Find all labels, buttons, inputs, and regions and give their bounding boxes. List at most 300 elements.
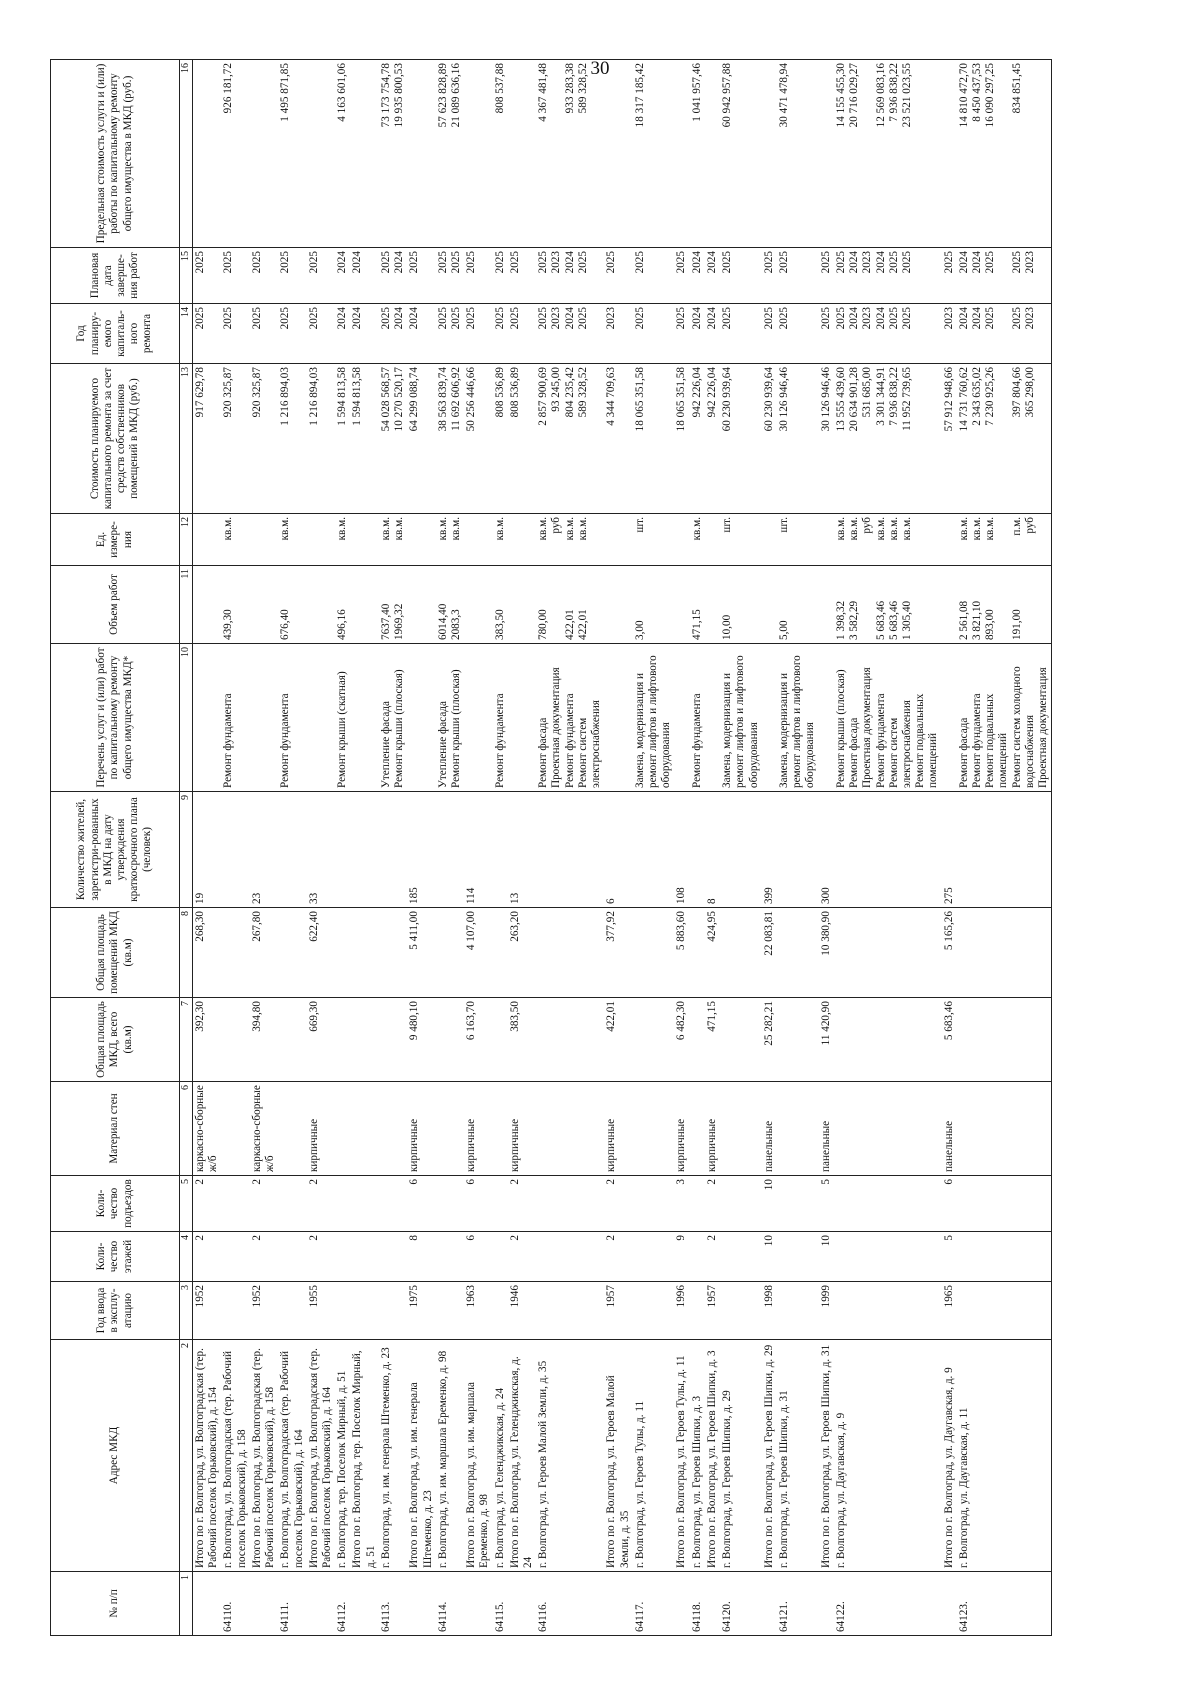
cell-col-14: 2025 <box>819 304 834 364</box>
cell-col-8 <box>221 908 249 998</box>
cell-col-16: 1 041 957,46 <box>690 60 705 248</box>
cell-col-13: 942 226,04 <box>705 364 720 514</box>
cell-col-16: 4 163 601,06 <box>335 60 350 248</box>
cell-col-13: 18 065 351,58 <box>633 364 675 514</box>
rotated-sheet <box>50 60 1150 1636</box>
cell-col-7 <box>278 998 306 1082</box>
cell-col-3: 1998 <box>762 1282 777 1340</box>
page-number: 30 <box>590 58 610 79</box>
cell-col-14: 2025 <box>493 304 508 364</box>
column-header-2: Адрес МКД <box>51 1340 180 1572</box>
cell-col-12 <box>819 514 834 566</box>
cell-col-10 <box>250 644 278 792</box>
cell-col-16 <box>508 60 536 248</box>
table-row <box>957 60 1052 1636</box>
cell-col-10: Ремонт фундамента <box>221 644 249 792</box>
cell-col-6 <box>633 1082 675 1176</box>
cell-col-16 <box>464 60 492 248</box>
cell-col-3 <box>221 1282 249 1340</box>
cell-col-12: кв.м. <box>690 514 705 566</box>
cell-col-9 <box>221 792 249 908</box>
cell-col-3 <box>957 1282 1052 1340</box>
cell-col-1 <box>819 1572 834 1636</box>
cell-col-1 <box>604 1572 632 1636</box>
cell-col-16: 808 537,88 <box>493 60 508 248</box>
column-header-1: № п/п <box>51 1572 180 1636</box>
cell-col-5: 2 <box>604 1176 632 1232</box>
cell-col-16: 4 367 481,48 933 283,38 589 328,52 <box>536 60 604 248</box>
cell-col-1: 64112. <box>335 1572 350 1636</box>
column-number-10: 10 <box>180 644 193 792</box>
column-header-4: Коли-чество этажей <box>51 1232 180 1282</box>
cell-col-6 <box>278 1082 306 1176</box>
cell-col-15: 2024 <box>335 248 350 304</box>
cell-col-6: панельные <box>942 1082 957 1176</box>
cell-col-3: 1963 <box>464 1282 492 1340</box>
cell-col-4 <box>221 1232 249 1282</box>
cell-col-2: г. Волгоград, ул. Героев Шипки, д. 31 <box>777 1340 819 1572</box>
cell-col-6 <box>536 1082 604 1176</box>
cell-col-15: 2025 2024 <box>379 248 407 304</box>
cell-col-3 <box>633 1282 675 1340</box>
cell-col-12 <box>407 514 435 566</box>
cell-col-4 <box>278 1232 306 1282</box>
cell-col-1 <box>407 1572 435 1636</box>
cell-col-5: 2 <box>508 1176 536 1232</box>
column-header-8: Общая площадь помещений МКД (кв.м) <box>51 908 180 998</box>
cell-col-7 <box>536 998 604 1082</box>
cell-col-10 <box>508 644 536 792</box>
cell-col-6 <box>436 1082 464 1176</box>
cell-col-4: 2 <box>705 1232 720 1282</box>
table-row <box>407 60 435 1636</box>
cell-col-6 <box>379 1082 407 1176</box>
cell-col-12 <box>942 514 957 566</box>
cell-col-2: г. Волгоград, ул. Героев Шипки, д. 29 <box>720 1340 762 1572</box>
cell-col-9 <box>350 792 378 908</box>
cell-col-4 <box>690 1232 705 1282</box>
cell-col-15: 2024 <box>705 248 720 304</box>
cell-col-15: 2025 <box>777 248 819 304</box>
cell-col-4: 9 <box>674 1232 689 1282</box>
cell-col-8 <box>436 908 464 998</box>
cell-col-2: Итого по г. Волгоград, ул. Волгоградская (тер. Рабочий поселок Горьковский), д. 164 <box>307 1340 335 1572</box>
cell-col-4 <box>436 1232 464 1282</box>
column-number-7: 7 <box>180 998 193 1082</box>
column-number-15: 15 <box>180 248 193 304</box>
cell-col-10: Утепление фасада Ремонт крыши (плоская) <box>436 644 464 792</box>
cell-col-13: 13 555 439,60 20 634 901,28 531 685,00 3 301 344,91 7 936 838,22 11 952 739,65 <box>834 364 942 514</box>
column-number-13: 13 <box>180 364 193 514</box>
cell-col-7: 669,30 <box>307 998 335 1082</box>
cell-col-12 <box>464 514 492 566</box>
cell-col-14: 2025 <box>508 304 536 364</box>
cell-col-1: 64117. <box>633 1572 675 1636</box>
cell-col-9 <box>379 792 407 908</box>
cell-col-15: 2025 2024 2023 2024 2025 2025 <box>834 248 942 304</box>
cell-col-10 <box>350 644 378 792</box>
table-row <box>705 60 720 1636</box>
cell-col-6 <box>777 1082 819 1176</box>
cell-col-3 <box>690 1282 705 1340</box>
cell-col-13: 1 216 894,03 <box>307 364 335 514</box>
cell-col-11: 676,40 <box>278 566 306 644</box>
cell-col-13: 60 230 939,64 <box>720 364 762 514</box>
cell-col-8: 267,80 <box>250 908 278 998</box>
cell-col-15: 2025 <box>407 248 435 304</box>
cell-col-1: 64115. <box>493 1572 508 1636</box>
cell-col-3 <box>278 1282 306 1340</box>
cell-col-7 <box>633 998 675 1082</box>
cell-col-6 <box>834 1082 942 1176</box>
cell-col-5 <box>379 1176 407 1232</box>
cell-col-1: 64122. <box>834 1572 942 1636</box>
cell-col-5 <box>633 1176 675 1232</box>
cell-col-3 <box>720 1282 762 1340</box>
cell-col-10 <box>407 644 435 792</box>
table-row <box>762 60 777 1636</box>
cell-col-4: 6 <box>464 1232 492 1282</box>
cell-col-13: 917 629,78 <box>193 364 222 514</box>
cell-col-2: Итого по г. Волгоград, ул. Геленджикская, д. 24 <box>508 1340 536 1572</box>
cell-col-1 <box>705 1572 720 1636</box>
cell-col-14: 2025 <box>250 304 278 364</box>
cell-col-5 <box>777 1176 819 1232</box>
cell-col-2: Итого по г. Волгоград, ул. Героев Малой Земли, д. 35 <box>604 1340 632 1572</box>
cell-col-13: 808 536,89 <box>493 364 508 514</box>
cell-col-11 <box>508 566 536 644</box>
cell-col-14: 2024 <box>350 304 378 364</box>
cell-col-12 <box>350 514 378 566</box>
cell-col-8 <box>834 908 942 998</box>
cell-col-7 <box>834 998 942 1082</box>
cell-col-12: кв.м. <box>335 514 350 566</box>
column-header-12: Ед. измере-ния <box>51 514 180 566</box>
table-row <box>536 60 604 1636</box>
cell-col-2: Итого по г. Волгоград, ул. Героев Тулы, д. 11 <box>674 1340 689 1572</box>
cell-col-8: 5 165,26 <box>942 908 957 998</box>
cell-col-5: 6 <box>407 1176 435 1232</box>
cell-col-15: 2025 <box>307 248 335 304</box>
table-row <box>674 60 689 1636</box>
cell-col-16: 14 810 472,70 8 450 437,53 16 090 297,25 834 851,45 <box>957 60 1052 248</box>
cell-col-10: Ремонт фундамента <box>690 644 705 792</box>
cell-col-11 <box>250 566 278 644</box>
cell-col-12 <box>307 514 335 566</box>
cell-col-12: кв.м. кв.м. <box>379 514 407 566</box>
cell-col-6: кирпичные <box>674 1082 689 1176</box>
cell-col-12: кв.м. кв.м. кв.м. п.м. руб <box>957 514 1052 566</box>
column-number-5: 5 <box>180 1176 193 1232</box>
cell-col-8 <box>957 908 1052 998</box>
column-number-8: 8 <box>180 908 193 998</box>
cell-col-7: 392,30 <box>193 998 222 1082</box>
cell-col-7 <box>493 998 508 1082</box>
cell-col-2: г. Волгоград, ул. Геленджикская, д. 24 <box>493 1340 508 1572</box>
cell-col-11: 471,15 <box>690 566 705 644</box>
table-row <box>777 60 819 1636</box>
cell-col-3 <box>493 1282 508 1340</box>
cell-col-8 <box>335 908 350 998</box>
cell-col-2: Итого по г. Волгоград, ул. Героев Шипки, д. 3 <box>705 1340 720 1572</box>
cell-col-4: 2 <box>307 1232 335 1282</box>
cell-col-9 <box>536 792 604 908</box>
cell-col-14: 2023 <box>604 304 632 364</box>
cell-col-15: 2025 <box>493 248 508 304</box>
cell-col-2: Итого по г. Волгоград, ул. Волгоградская (тер. Рабочий поселок Горьковский), д. 158 <box>250 1340 278 1572</box>
cell-col-15: 2024 <box>690 248 705 304</box>
cell-col-6 <box>720 1082 762 1176</box>
cell-col-3: 1952 <box>250 1282 278 1340</box>
cell-col-8: 268,30 <box>193 908 222 998</box>
column-header-13: Стоимость планируемого капитального ремонта за счет средств собственников помещений в МКД (руб.) <box>51 364 180 514</box>
cell-col-16 <box>193 60 222 248</box>
cell-col-6: кирпичные <box>508 1082 536 1176</box>
cell-col-11 <box>674 566 689 644</box>
cell-col-2: г. Волгоград, ул. им. маршала Еременко, д. 98 <box>436 1340 464 1572</box>
column-header-16: Предельная стоимость услуги и (или) работы по капитальному ремонту общего имущества в МКД (руб.) <box>51 60 180 248</box>
cell-col-2: Итого по г. Волгоград, тер. Поселок Мирный, д. 51 <box>350 1340 378 1572</box>
cell-col-10: Замена, модернизация и ремонт лифтов и лифтового оборудования <box>720 644 762 792</box>
cell-col-16: 926 181,72 <box>221 60 249 248</box>
cell-col-13: 50 256 446,66 <box>464 364 492 514</box>
cell-col-14: 2025 <box>221 304 249 364</box>
cell-col-13: 920 325,87 <box>221 364 249 514</box>
cell-col-12 <box>193 514 222 566</box>
cell-col-8 <box>633 908 675 998</box>
cell-col-3: 1996 <box>674 1282 689 1340</box>
cell-col-10: Замена, модернизация и ремонт лифтов и лифтового оборудования <box>633 644 675 792</box>
cell-col-5 <box>720 1176 762 1232</box>
cell-col-1: 64116. <box>536 1572 604 1636</box>
cell-col-4: 10 <box>819 1232 834 1282</box>
cell-col-1: 64120. <box>720 1572 762 1636</box>
cell-col-11 <box>464 566 492 644</box>
cell-col-10: Ремонт фасада Проектная документация Ремонт фундамента Ремонт систем электроснабжения <box>536 644 604 792</box>
cell-col-7 <box>777 998 819 1082</box>
cell-col-1 <box>307 1572 335 1636</box>
cell-col-13: 30 126 946,46 <box>819 364 834 514</box>
cell-col-6: кирпичные <box>705 1082 720 1176</box>
cell-col-12: кв.м. руб кв.м. кв.м. <box>536 514 604 566</box>
cell-col-5: 6 <box>942 1176 957 1232</box>
table-row <box>221 60 249 1636</box>
cell-col-4: 10 <box>762 1232 777 1282</box>
cell-col-13: 4 344 709,63 <box>604 364 632 514</box>
cell-col-7 <box>436 998 464 1082</box>
column-number-9: 9 <box>180 792 193 908</box>
cell-col-5: 2 <box>307 1176 335 1232</box>
cell-col-15: 2025 <box>674 248 689 304</box>
cell-col-7 <box>720 998 762 1082</box>
cell-col-15: 2025 <box>604 248 632 304</box>
cell-col-7: 11 420,90 <box>819 998 834 1082</box>
cell-col-15: 2025 <box>942 248 957 304</box>
cell-col-4 <box>957 1232 1052 1282</box>
cell-col-1 <box>464 1572 492 1636</box>
cell-col-5 <box>221 1176 249 1232</box>
cell-col-16: 1 495 871,85 <box>278 60 306 248</box>
cell-col-11 <box>604 566 632 644</box>
cell-col-8: 5 411,00 <box>407 908 435 998</box>
cell-col-11 <box>705 566 720 644</box>
column-number-row <box>180 60 193 1636</box>
cell-col-14: 2025 2024 2023 2024 2025 2025 <box>834 304 942 364</box>
cell-col-1: 64110. <box>221 1572 249 1636</box>
cell-col-5 <box>957 1176 1052 1232</box>
cell-col-9: 185 <box>407 792 435 908</box>
cell-col-5: 10 <box>762 1176 777 1232</box>
cell-col-8: 10 380,90 <box>819 908 834 998</box>
cell-col-1: 64113. <box>379 1572 407 1636</box>
cell-col-2: г. Волгоград, тер. Поселок Мирный, д. 51 <box>335 1340 350 1572</box>
cell-col-15: 2025 <box>464 248 492 304</box>
cell-col-16: 73 173 754,78 19 935 800,53 <box>379 60 407 248</box>
table-body <box>193 60 1052 1636</box>
cell-col-6: панельные <box>819 1082 834 1176</box>
cell-col-9: 275 <box>942 792 957 908</box>
table-row <box>633 60 675 1636</box>
cell-col-6: кирпичные <box>307 1082 335 1176</box>
cell-col-15: 2024 2024 2025 2025 2023 <box>957 248 1052 304</box>
cell-col-6: кирпичные <box>407 1082 435 1176</box>
cell-col-4: 2 <box>508 1232 536 1282</box>
cell-col-6 <box>335 1082 350 1176</box>
cell-col-13: 942 226,04 <box>690 364 705 514</box>
cell-col-4: 2 <box>193 1232 222 1282</box>
cell-col-3 <box>436 1282 464 1340</box>
cell-col-4 <box>350 1232 378 1282</box>
cell-col-1 <box>350 1572 378 1636</box>
cell-col-15: 2025 <box>720 248 762 304</box>
cell-col-14: 2024 <box>335 304 350 364</box>
cell-col-5: 3 <box>674 1176 689 1232</box>
cell-col-8 <box>536 908 604 998</box>
cell-col-16 <box>307 60 335 248</box>
table-row <box>193 60 222 1636</box>
column-header-6: Материал стен <box>51 1082 180 1176</box>
cell-col-16 <box>674 60 689 248</box>
cell-col-2: Итого по г. Волгоград, ул. Героев Шипки, д. 29 <box>762 1340 777 1572</box>
cell-col-1: 64114. <box>436 1572 464 1636</box>
column-header-14: Год планиру-емого капиталь-ного ремонта <box>51 304 180 364</box>
cell-col-9: 13 <box>508 792 536 908</box>
cell-col-8 <box>278 908 306 998</box>
cell-col-10 <box>942 644 957 792</box>
cell-col-2: Итого по г. Волгоград, ул. Героев Шипки, д. 31 <box>819 1340 834 1572</box>
cell-col-8: 5 883,60 <box>674 908 689 998</box>
cell-col-4 <box>720 1232 762 1282</box>
cell-col-8: 424,95 <box>705 908 720 998</box>
cell-col-5 <box>834 1176 942 1232</box>
cell-col-6 <box>957 1082 1052 1176</box>
cell-col-6: каркасно-сборные ж/б <box>193 1082 222 1176</box>
cell-col-7 <box>379 998 407 1082</box>
cell-col-16: 60 942 957,88 <box>720 60 762 248</box>
column-number-3: 3 <box>180 1282 193 1340</box>
cell-col-9: 33 <box>307 792 335 908</box>
cell-col-7: 6 482,30 <box>674 998 689 1082</box>
cell-col-12: шт. <box>720 514 762 566</box>
cell-col-14: 2024 <box>690 304 705 364</box>
cell-col-12 <box>762 514 777 566</box>
cell-col-7: 422,01 <box>604 998 632 1082</box>
cell-col-8: 622,40 <box>307 908 335 998</box>
cell-col-5 <box>335 1176 350 1232</box>
column-header-15: Плановая дата заверше-ния работ <box>51 248 180 304</box>
cell-col-3 <box>379 1282 407 1340</box>
cell-col-13: 1 594 813,58 <box>335 364 350 514</box>
cell-col-7: 394,80 <box>250 998 278 1082</box>
cell-col-7: 9 480,10 <box>407 998 435 1082</box>
cell-col-15: 2025 <box>508 248 536 304</box>
cell-col-5 <box>536 1176 604 1232</box>
cell-col-16 <box>250 60 278 248</box>
table-row <box>278 60 306 1636</box>
cell-col-5 <box>278 1176 306 1232</box>
table-row <box>942 60 957 1636</box>
cell-col-10 <box>193 644 222 792</box>
cell-col-6: панельные <box>762 1082 777 1176</box>
cell-col-13: 18 065 351,58 <box>674 364 689 514</box>
cell-col-2: Итого по г. Волгоград, ул. им. маршала Еременко, д. 98 <box>464 1340 492 1572</box>
cell-col-9 <box>720 792 762 908</box>
column-header-5: Коли-чество подъездов <box>51 1176 180 1232</box>
cell-col-10 <box>464 644 492 792</box>
cell-col-10: Утепление фасада Ремонт крыши (плоская) <box>379 644 407 792</box>
cell-col-11: 1 398,32 3 582,29 5 683,46 5 683,46 1 305,40 <box>834 566 942 644</box>
cell-col-4 <box>335 1232 350 1282</box>
cell-col-14: 2025 <box>762 304 777 364</box>
cell-col-3 <box>834 1282 942 1340</box>
table-row <box>250 60 278 1636</box>
cell-col-2: Итого по г. Волгоград, ул. им. генерала Штеменко, д. 23 <box>407 1340 435 1572</box>
column-header-10: Перечень услуг и (или) работ по капитальному ремонту общего имущества МКД* <box>51 644 180 792</box>
cell-col-15: 2025 <box>278 248 306 304</box>
cell-col-16: 18 317 185,42 <box>633 60 675 248</box>
cell-col-11 <box>762 566 777 644</box>
cell-col-9 <box>957 792 1052 908</box>
cell-col-1 <box>508 1572 536 1636</box>
table-row <box>307 60 335 1636</box>
column-number-6: 6 <box>180 1082 193 1176</box>
column-number-16: 16 <box>180 60 193 248</box>
cell-col-9: 8 <box>705 792 720 908</box>
header-row <box>51 60 180 1636</box>
column-number-12: 12 <box>180 514 193 566</box>
cell-col-6: каркасно-сборные ж/б <box>250 1082 278 1176</box>
cell-col-14: 2025 2024 <box>379 304 407 364</box>
cell-col-15: 2025 <box>633 248 675 304</box>
cell-col-7: 383,50 <box>508 998 536 1082</box>
cell-col-13: 30 126 946,46 <box>777 364 819 514</box>
cell-col-10 <box>762 644 777 792</box>
cell-col-13: 1 594 813,58 <box>350 364 378 514</box>
cell-col-15: 2024 <box>350 248 378 304</box>
cell-col-6 <box>690 1082 705 1176</box>
cell-col-11 <box>350 566 378 644</box>
cell-col-14: 2025 2025 <box>436 304 464 364</box>
cell-col-7: 25 282,21 <box>762 998 777 1082</box>
cell-col-11: 3,00 <box>633 566 675 644</box>
table-row <box>720 60 762 1636</box>
cell-col-3: 1957 <box>705 1282 720 1340</box>
cell-col-13: 920 325,87 <box>250 364 278 514</box>
cell-col-13: 14 731 760,62 2 343 635,02 7 230 925,26 397 804,66 365 298,00 <box>957 364 1052 514</box>
cell-col-15: 2025 <box>193 248 222 304</box>
cell-col-11: 10,00 <box>720 566 762 644</box>
table-row <box>493 60 508 1636</box>
